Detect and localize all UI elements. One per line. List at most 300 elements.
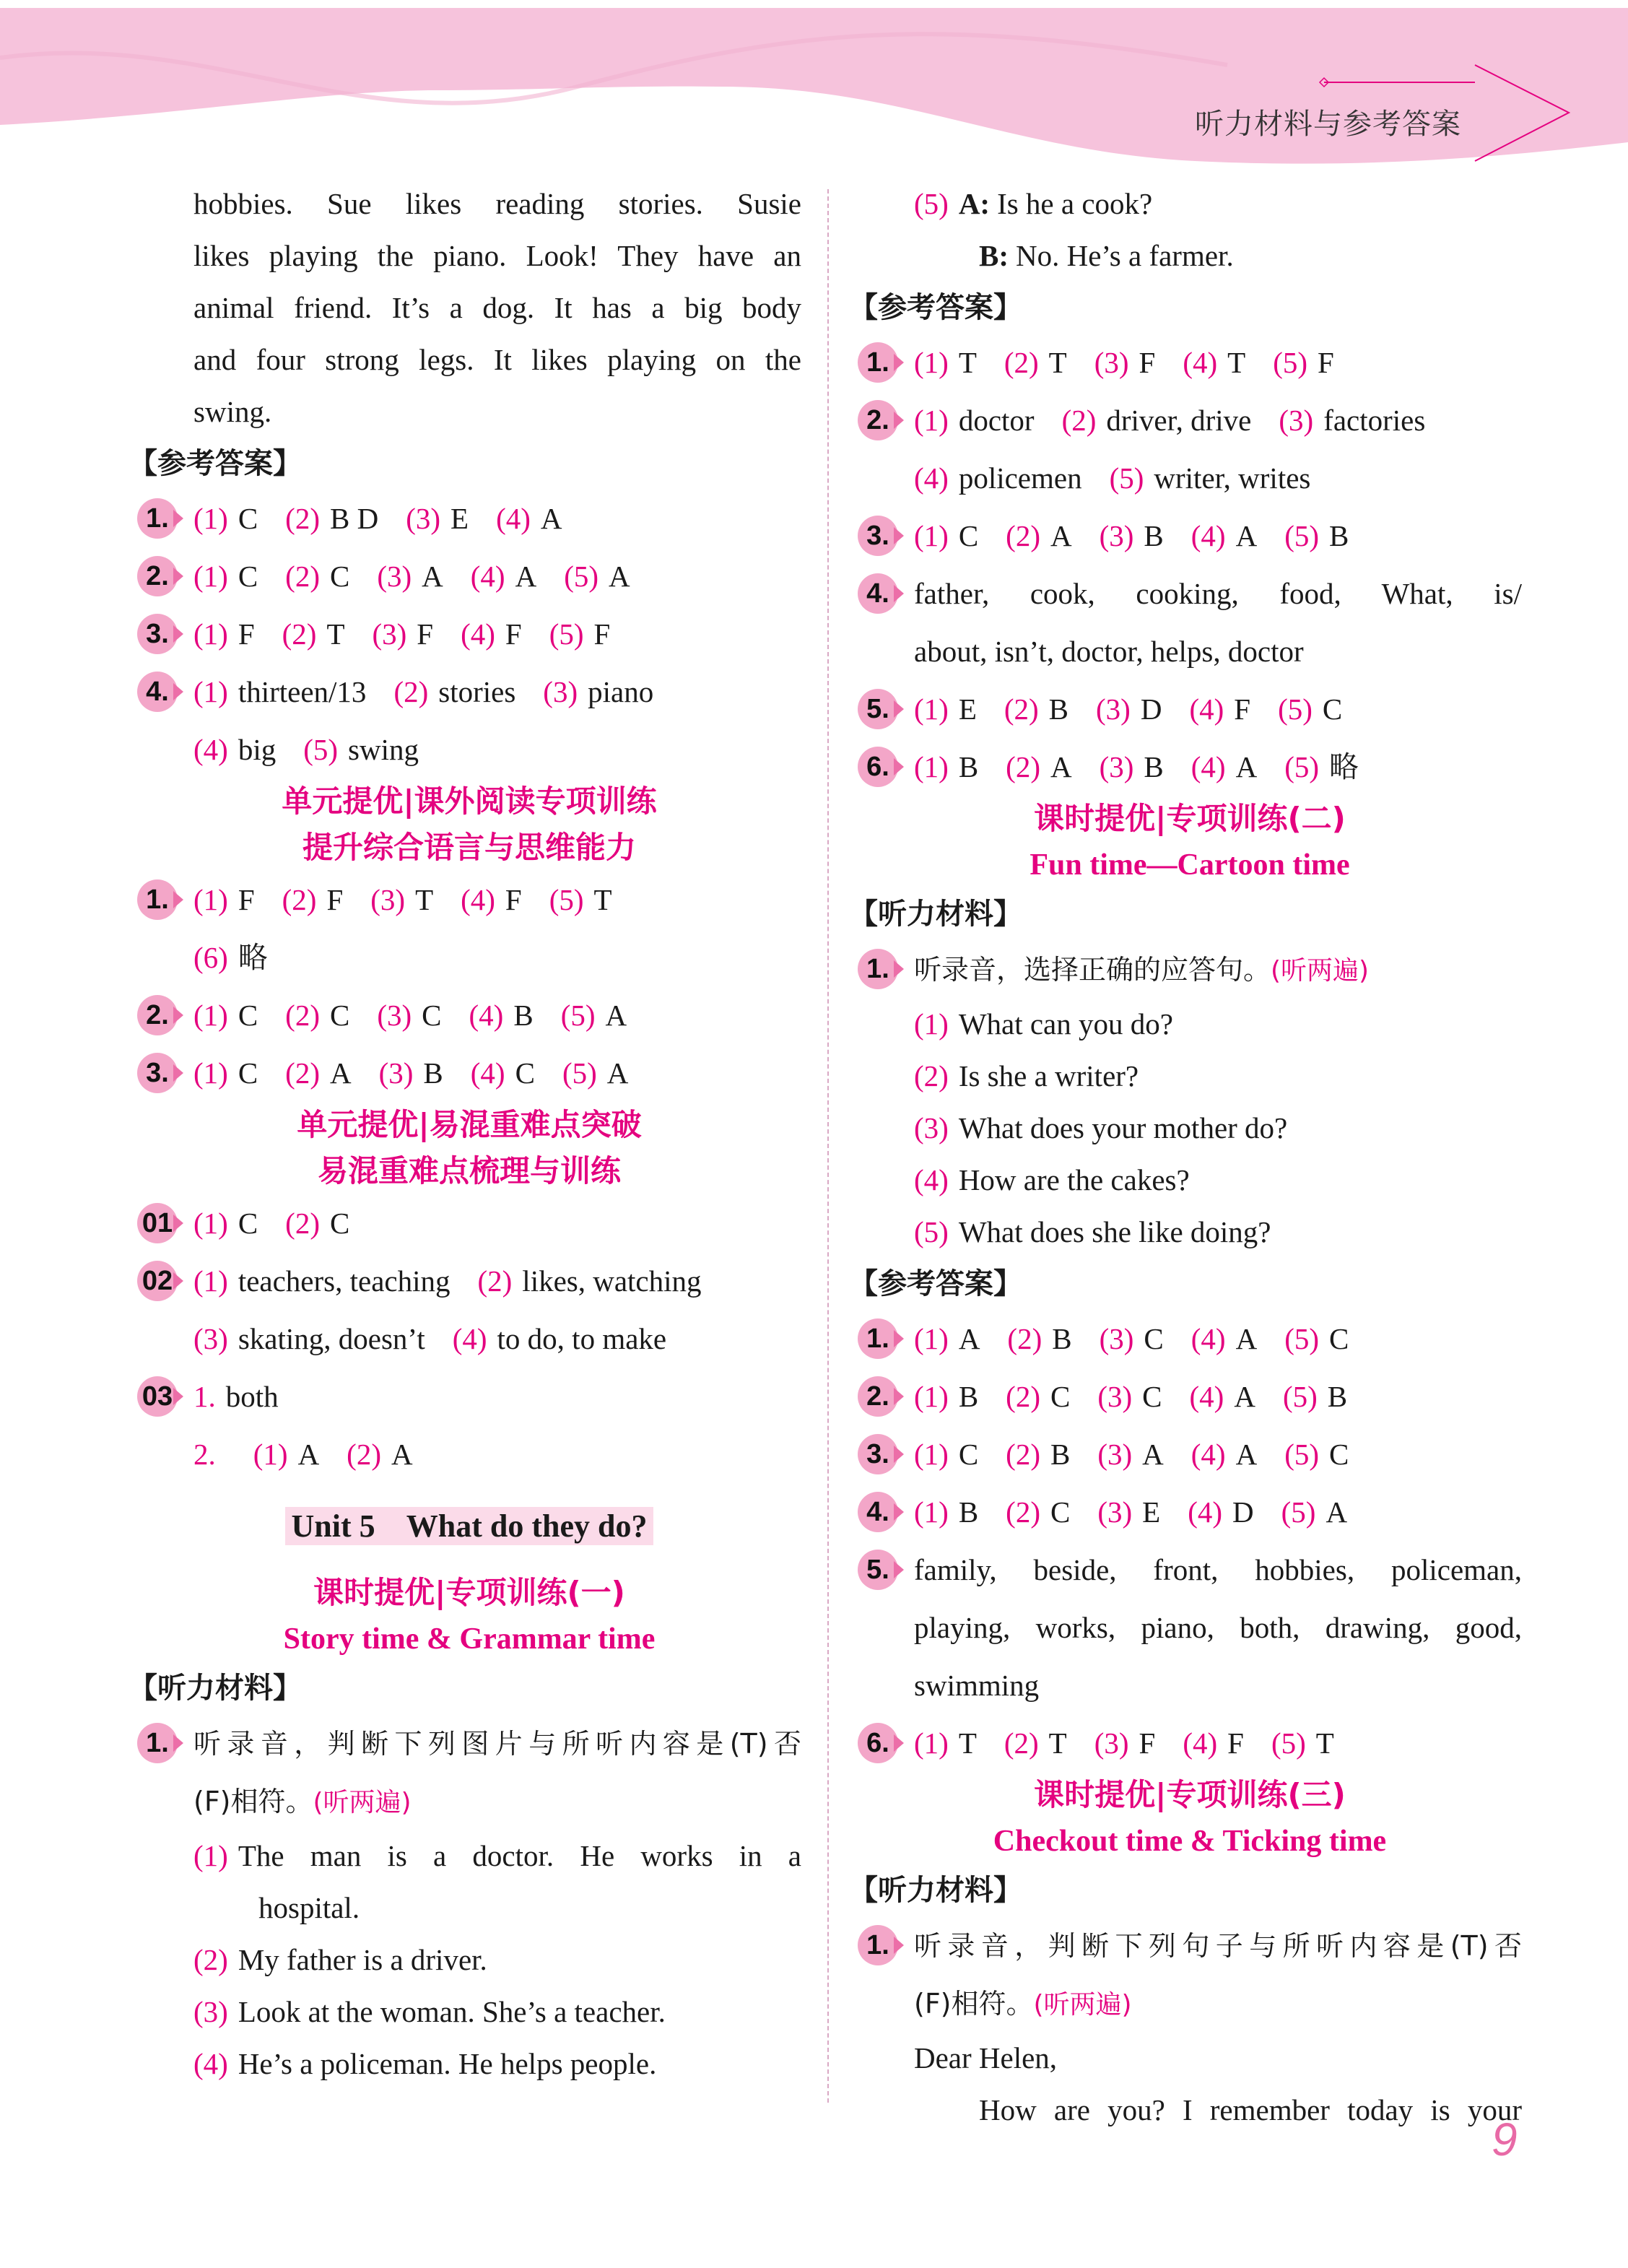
item-number: (4) bbox=[1190, 1322, 1226, 1355]
answer-item bbox=[285, 999, 349, 1032]
item-number: (4) bbox=[1190, 519, 1226, 552]
section-title: 课时提优|专项训练(三) bbox=[1034, 1777, 1346, 1812]
item-answer: C bbox=[1142, 1380, 1162, 1413]
block-q bbox=[858, 738, 1522, 796]
item-number: (5) bbox=[1284, 750, 1319, 783]
speaker-label: A: bbox=[958, 187, 991, 220]
item-answer: T bbox=[326, 617, 345, 651]
answer-item bbox=[193, 733, 276, 766]
item-number: (2) bbox=[1007, 1322, 1042, 1355]
answer-item bbox=[1183, 346, 1245, 379]
item-number: (4) bbox=[1190, 1438, 1226, 1471]
answer-row bbox=[137, 871, 801, 929]
answer-row bbox=[137, 1044, 801, 1102]
answer-item bbox=[914, 346, 977, 379]
item-number: (3) bbox=[543, 675, 578, 708]
badge-number: 6. bbox=[866, 752, 889, 782]
item-answer: A bbox=[605, 999, 627, 1032]
item-answer: thirteen/13 bbox=[238, 675, 367, 708]
item-number: (2) bbox=[285, 502, 320, 535]
answer-item bbox=[1284, 1438, 1349, 1471]
item-answer: skating, doesn’t bbox=[238, 1322, 425, 1355]
item-answer: A bbox=[422, 560, 443, 593]
item-number: (5) bbox=[560, 999, 596, 1032]
letter-line: How are you? I remember today is your bbox=[979, 2093, 1522, 2126]
listening-text: The man is a doctor. He works in a bbox=[238, 1839, 801, 1872]
item-number: (3) bbox=[1279, 404, 1314, 437]
item-number: (2) bbox=[285, 999, 320, 1032]
item-answer: A bbox=[1234, 1380, 1255, 1413]
answer-item bbox=[1278, 692, 1342, 726]
item-answer: E bbox=[1142, 1495, 1161, 1529]
listening-text: hospital. bbox=[258, 1891, 360, 1924]
answer-item bbox=[193, 1056, 258, 1090]
answer-item bbox=[543, 675, 653, 708]
answer-row bbox=[137, 1310, 801, 1368]
item-answer: C bbox=[1322, 692, 1343, 726]
answer-item bbox=[347, 1438, 412, 1471]
block-li bbox=[137, 1934, 801, 1986]
item-answer: C bbox=[958, 1438, 979, 1471]
item-answer: T bbox=[1048, 1726, 1067, 1760]
section-title: Fun time—Cartoon time bbox=[1030, 848, 1350, 882]
paragraph-line: animal friend. It’s a dog. It has a big body bbox=[193, 291, 801, 324]
item-answer: A bbox=[297, 1438, 320, 1471]
item-number: (2) bbox=[1006, 1438, 1040, 1471]
item-answer: C bbox=[958, 519, 979, 552]
item-answer: F bbox=[238, 883, 255, 916]
item-number: 2. bbox=[193, 1438, 216, 1471]
item-number: (2) bbox=[477, 1264, 513, 1298]
item-answer: C bbox=[515, 1056, 535, 1090]
answer-text: 听录音，判断下列图片与所听内容是(T)否 bbox=[193, 1728, 801, 1760]
item-number: (1) bbox=[193, 1839, 228, 1872]
item-answer: C bbox=[238, 1056, 258, 1090]
badge-number: 4. bbox=[866, 578, 889, 609]
paragraph-line: swing. bbox=[193, 395, 272, 428]
block-sec bbox=[137, 778, 801, 871]
answer-item bbox=[1100, 750, 1164, 783]
block-li bbox=[137, 1986, 801, 2038]
listening-line bbox=[858, 998, 1522, 1050]
answer-row bbox=[858, 1541, 1522, 1599]
answer-item bbox=[1190, 1380, 1255, 1413]
item-number: (3) bbox=[406, 502, 441, 535]
answer-item bbox=[1097, 1438, 1163, 1471]
answer-item bbox=[193, 560, 258, 593]
answer-text: playing, works, piano, both, drawing, good, bbox=[914, 1611, 1522, 1644]
item-number: (1) bbox=[914, 404, 949, 437]
item-answer: B bbox=[958, 750, 979, 783]
answer-item bbox=[1007, 1322, 1071, 1355]
item-number: (4) bbox=[1183, 1726, 1218, 1760]
section-title: 课时提优|专项训练(二) bbox=[1034, 801, 1346, 836]
section-heading: 【听力材料】 bbox=[849, 1874, 1022, 1907]
block-q bbox=[858, 1541, 1522, 1714]
item-number: 1. bbox=[193, 1380, 216, 1413]
item-number: (3) bbox=[377, 999, 412, 1032]
block-li bbox=[137, 1830, 801, 1934]
answer-row bbox=[137, 547, 801, 605]
item-number: (1) bbox=[193, 1207, 228, 1240]
item-answer: A bbox=[329, 1056, 352, 1090]
block-unit bbox=[137, 1483, 801, 1570]
item-answer: C bbox=[329, 999, 350, 1032]
answer-item bbox=[1100, 1322, 1164, 1355]
item-answer: factories bbox=[1323, 404, 1426, 437]
answer-item bbox=[1284, 1322, 1349, 1355]
item-number: (1) bbox=[253, 1438, 288, 1471]
answer-row bbox=[858, 680, 1522, 738]
item-answer: T bbox=[593, 883, 612, 916]
block-q bbox=[858, 1714, 1522, 1772]
answer-row bbox=[137, 721, 801, 778]
answer-text: 听录音，判断下列句子与所听内容是(T)否 bbox=[914, 1930, 1522, 1962]
listening-line bbox=[858, 1050, 1522, 1102]
block-q bbox=[137, 986, 801, 1044]
item-answer: T bbox=[958, 346, 977, 379]
answer-item bbox=[477, 1264, 701, 1298]
answer-item bbox=[1281, 1495, 1347, 1529]
paragraph-line: likes playing the piano. Look! They have an bbox=[193, 239, 801, 272]
answer-item bbox=[1006, 1380, 1070, 1413]
item-number: (2) bbox=[282, 883, 317, 916]
answer-item bbox=[1191, 1322, 1257, 1355]
badge-number: 5. bbox=[866, 1555, 889, 1585]
item-number: (2) bbox=[1006, 1495, 1040, 1529]
item-number: (4) bbox=[496, 502, 531, 535]
item-number: (5) bbox=[1284, 1438, 1319, 1471]
block-dlg bbox=[858, 178, 1522, 282]
answer-row bbox=[858, 565, 1522, 622]
answer-row bbox=[137, 1368, 801, 1425]
block-li bbox=[858, 998, 1522, 1050]
item-answer: B bbox=[423, 1056, 443, 1090]
block-sec bbox=[137, 1570, 801, 1616]
listening-line bbox=[858, 1102, 1522, 1154]
item-number: (2) bbox=[1006, 750, 1040, 783]
item-number: (2) bbox=[347, 1438, 381, 1471]
listening-line bbox=[137, 1986, 801, 2038]
badge-number: 3. bbox=[146, 619, 169, 649]
answer-row bbox=[137, 1714, 801, 1772]
item-number: (4) bbox=[452, 1322, 487, 1355]
answer-item bbox=[549, 617, 611, 651]
answer-row bbox=[858, 738, 1522, 796]
item-answer: B bbox=[1050, 1438, 1071, 1471]
answer-item bbox=[282, 617, 345, 651]
item-number: (5) bbox=[1271, 1726, 1306, 1760]
item-number: (4) bbox=[914, 1163, 949, 1196]
answer-item bbox=[914, 1438, 978, 1471]
answer-item bbox=[1284, 519, 1349, 552]
item-answer: writer, writes bbox=[1154, 461, 1311, 495]
badge-number: 03 bbox=[142, 1381, 173, 1412]
answer-item bbox=[193, 883, 255, 916]
badge-number: 2. bbox=[146, 561, 169, 591]
answer-text: swimming bbox=[914, 1669, 1040, 1702]
block-sec bbox=[858, 1818, 1522, 1864]
item-answer: likes, watching bbox=[522, 1264, 702, 1298]
column-divider bbox=[827, 189, 829, 2103]
section-title: 单元提优|课外阅读专项训练 bbox=[282, 783, 657, 819]
item-number: (5) bbox=[1278, 692, 1313, 726]
block-q bbox=[858, 1916, 1522, 2032]
answer-item bbox=[914, 1495, 978, 1529]
item-number: (1) bbox=[914, 1007, 949, 1040]
item-number: (2) bbox=[1004, 1726, 1039, 1760]
item-number: (3) bbox=[1096, 692, 1131, 726]
item-number: (4) bbox=[193, 733, 228, 766]
answer-item bbox=[1284, 750, 1359, 783]
answer-item bbox=[1110, 461, 1311, 495]
dialogue-line bbox=[858, 230, 1522, 282]
item-number: (5) bbox=[1273, 346, 1308, 379]
block-q bbox=[858, 1368, 1522, 1425]
item-answer: A bbox=[958, 1322, 980, 1355]
answer-item bbox=[1191, 519, 1257, 552]
badge-number: 2. bbox=[146, 1000, 169, 1030]
item-number: (2) bbox=[1004, 346, 1039, 379]
item-number: (2) bbox=[1061, 404, 1097, 437]
item-answer: C bbox=[1050, 1495, 1071, 1529]
item-answer: T bbox=[415, 883, 434, 916]
answer-item bbox=[1273, 346, 1334, 379]
listening-text: How are the cakes? bbox=[958, 1163, 1190, 1196]
answer-item bbox=[285, 560, 349, 593]
listening-text: Is she a writer? bbox=[958, 1059, 1139, 1092]
answer-item bbox=[193, 1207, 258, 1240]
item-number: (4) bbox=[1188, 1495, 1223, 1529]
section-title: 单元提优|易混重难点突破 bbox=[297, 1107, 642, 1142]
item-number: (1) bbox=[914, 1380, 949, 1413]
answer-item bbox=[453, 1322, 666, 1355]
answer-row bbox=[858, 1310, 1522, 1368]
item-number: (2) bbox=[193, 1943, 228, 1976]
answer-row bbox=[858, 1974, 1522, 2032]
item-number: (2) bbox=[393, 675, 429, 708]
answer-item bbox=[469, 999, 534, 1032]
header-title: 听力材料与参考答案 bbox=[1195, 108, 1461, 141]
item-number: (4) bbox=[193, 2047, 228, 2080]
item-answer: C bbox=[1329, 1322, 1349, 1355]
item-answer: F bbox=[1139, 346, 1156, 379]
badge-number: 1. bbox=[866, 1324, 889, 1354]
item-answer: B bbox=[1144, 750, 1164, 783]
item-answer: C bbox=[238, 560, 258, 593]
answer-item bbox=[1004, 346, 1067, 379]
block-sec bbox=[858, 842, 1522, 888]
item-answer: D bbox=[1232, 1495, 1254, 1529]
item-number: (1) bbox=[914, 692, 949, 726]
item-number: (5) bbox=[1281, 1495, 1316, 1529]
block-sec bbox=[858, 1772, 1522, 1818]
answer-item bbox=[377, 560, 443, 593]
item-number: (1) bbox=[193, 675, 228, 708]
item-answer: doctor bbox=[958, 404, 1035, 437]
answer-item bbox=[1097, 1380, 1162, 1413]
answer-item bbox=[285, 1207, 349, 1240]
item-number: (4) bbox=[1190, 750, 1226, 783]
answer-row bbox=[858, 449, 1522, 507]
item-number: (5) bbox=[1284, 1322, 1319, 1355]
listening-line bbox=[137, 1934, 801, 1986]
answer-item bbox=[914, 1726, 977, 1760]
right-column bbox=[849, 178, 1522, 2136]
answer-item bbox=[193, 1264, 450, 1298]
paragraph-line: hobbies. Sue likes reading stories. Susie bbox=[193, 187, 801, 220]
block-sec bbox=[137, 1102, 801, 1194]
listening-text: What does she like doing? bbox=[958, 1215, 1271, 1248]
answer-text: 听录音，选择正确的应答句。 bbox=[914, 954, 1271, 986]
page-number: 9 bbox=[1492, 2113, 1518, 2165]
listening-text: My father is a driver. bbox=[238, 1943, 487, 1976]
answer-row bbox=[137, 605, 801, 663]
block-para bbox=[137, 178, 801, 438]
item-answer: stories bbox=[438, 675, 516, 708]
answer-item bbox=[1094, 346, 1156, 379]
block-q bbox=[137, 547, 801, 605]
answer-item bbox=[549, 883, 612, 916]
item-answer: piano bbox=[588, 675, 654, 708]
block-head bbox=[849, 1864, 1522, 1916]
block-q bbox=[858, 507, 1522, 565]
answer-item bbox=[1097, 1495, 1160, 1529]
block-letter bbox=[858, 2032, 1522, 2136]
speaker-label: B: bbox=[979, 239, 1009, 272]
badge-number: 1. bbox=[866, 954, 889, 984]
block-q bbox=[858, 334, 1522, 391]
answer-item bbox=[914, 1380, 978, 1413]
item-number: (3) bbox=[1094, 1726, 1129, 1760]
item-number: (3) bbox=[378, 1056, 414, 1090]
item-number: (4) bbox=[469, 999, 504, 1032]
answer-row bbox=[137, 490, 801, 547]
item-answer: A bbox=[1050, 519, 1072, 552]
block-q bbox=[137, 490, 801, 547]
item-answer: B D bbox=[329, 502, 379, 535]
item-number: (2) bbox=[285, 1056, 320, 1090]
item-number: (1) bbox=[914, 346, 949, 379]
item-answer: D bbox=[1140, 692, 1162, 726]
badge-number: 3. bbox=[146, 1058, 169, 1088]
item-answer: F bbox=[238, 617, 255, 651]
item-number: (1) bbox=[914, 750, 949, 783]
answer-item bbox=[372, 617, 433, 651]
listening-line bbox=[858, 1206, 1522, 1258]
item-number: (4) bbox=[914, 461, 949, 495]
item-number: (1) bbox=[193, 617, 228, 651]
listening-text: Look at the woman. She’s a teacher. bbox=[238, 1995, 666, 2028]
answer-item bbox=[914, 404, 1035, 437]
badge-number: 2. bbox=[866, 405, 889, 435]
answer-row bbox=[858, 1425, 1522, 1483]
item-number: (5) bbox=[1109, 461, 1144, 495]
item-answer: F bbox=[505, 617, 522, 651]
item-number: (3) bbox=[1097, 1438, 1133, 1471]
answer-item bbox=[393, 675, 515, 708]
item-number: (3) bbox=[372, 617, 407, 651]
item-number: (3) bbox=[1099, 1322, 1134, 1355]
item-number: (3) bbox=[1097, 1495, 1133, 1529]
block-q bbox=[858, 940, 1522, 998]
answer-item bbox=[1006, 750, 1071, 783]
answer-item bbox=[564, 560, 630, 593]
item-number: (3) bbox=[914, 1111, 949, 1144]
item-answer: A bbox=[1235, 1438, 1258, 1471]
answer-item bbox=[1006, 1495, 1070, 1529]
item-answer: policemen bbox=[958, 461, 1082, 495]
item-answer: F bbox=[1139, 1726, 1156, 1760]
answer-item bbox=[285, 1056, 351, 1090]
listening-line bbox=[137, 1830, 801, 1882]
item-answer: A bbox=[540, 502, 562, 535]
item-answer: F bbox=[326, 883, 344, 916]
answer-item bbox=[914, 519, 978, 552]
item-number: (4) bbox=[470, 1056, 505, 1090]
item-number: (3) bbox=[1099, 519, 1134, 552]
item-number: (1) bbox=[914, 1495, 949, 1529]
block-q bbox=[137, 1368, 801, 1483]
block-q bbox=[858, 1310, 1522, 1368]
item-number: (3) bbox=[1099, 750, 1134, 783]
item-number: (3) bbox=[193, 1995, 228, 2028]
answer-item bbox=[379, 1056, 443, 1090]
answer-item bbox=[1100, 519, 1164, 552]
item-number: (4) bbox=[1189, 692, 1224, 726]
item-number: (3) bbox=[1097, 1380, 1133, 1413]
item-number: (1) bbox=[914, 1322, 949, 1355]
badge-number: 1. bbox=[146, 503, 169, 534]
answer-item bbox=[1189, 692, 1250, 726]
section-title: 易混重难点梳理与训练 bbox=[317, 1153, 621, 1189]
listening-line bbox=[137, 2038, 801, 2090]
answer-row bbox=[858, 1599, 1522, 1656]
answer-text: (F)相符。 bbox=[193, 1786, 313, 1817]
answer-row bbox=[137, 986, 801, 1044]
item-answer: F bbox=[593, 617, 611, 651]
answer-item bbox=[1279, 404, 1425, 437]
answer-row bbox=[137, 929, 801, 986]
answer-row bbox=[858, 1916, 1522, 1974]
answer-item bbox=[496, 502, 562, 535]
item-number: (3) bbox=[370, 883, 406, 916]
item-answer: B bbox=[1327, 1380, 1348, 1413]
answer-item bbox=[253, 1438, 319, 1471]
answer-item bbox=[1004, 1726, 1067, 1760]
answer-item bbox=[1191, 1438, 1257, 1471]
item-answer: A bbox=[1235, 750, 1258, 783]
block-li bbox=[858, 1154, 1522, 1206]
block-head bbox=[849, 282, 1522, 334]
item-number: (4) bbox=[461, 617, 495, 651]
item-answer: F bbox=[1234, 692, 1251, 726]
item-number: (2) bbox=[285, 1207, 320, 1240]
item-number: (4) bbox=[1189, 1380, 1224, 1413]
item-number: (5) bbox=[303, 733, 339, 766]
section-title: Story time & Grammar time bbox=[283, 1622, 656, 1656]
item-answer: to do, to make bbox=[497, 1322, 667, 1355]
answer-row bbox=[137, 663, 801, 721]
answer-item bbox=[193, 1322, 425, 1355]
listening-text: What does your mother do? bbox=[958, 1111, 1288, 1144]
item-number: (5) bbox=[914, 1215, 949, 1248]
item-number: (1) bbox=[193, 1056, 228, 1090]
answer-item bbox=[1283, 1380, 1347, 1413]
item-answer: A bbox=[391, 1438, 413, 1471]
item-number: (1) bbox=[193, 999, 228, 1032]
item-number: (4) bbox=[470, 560, 505, 593]
